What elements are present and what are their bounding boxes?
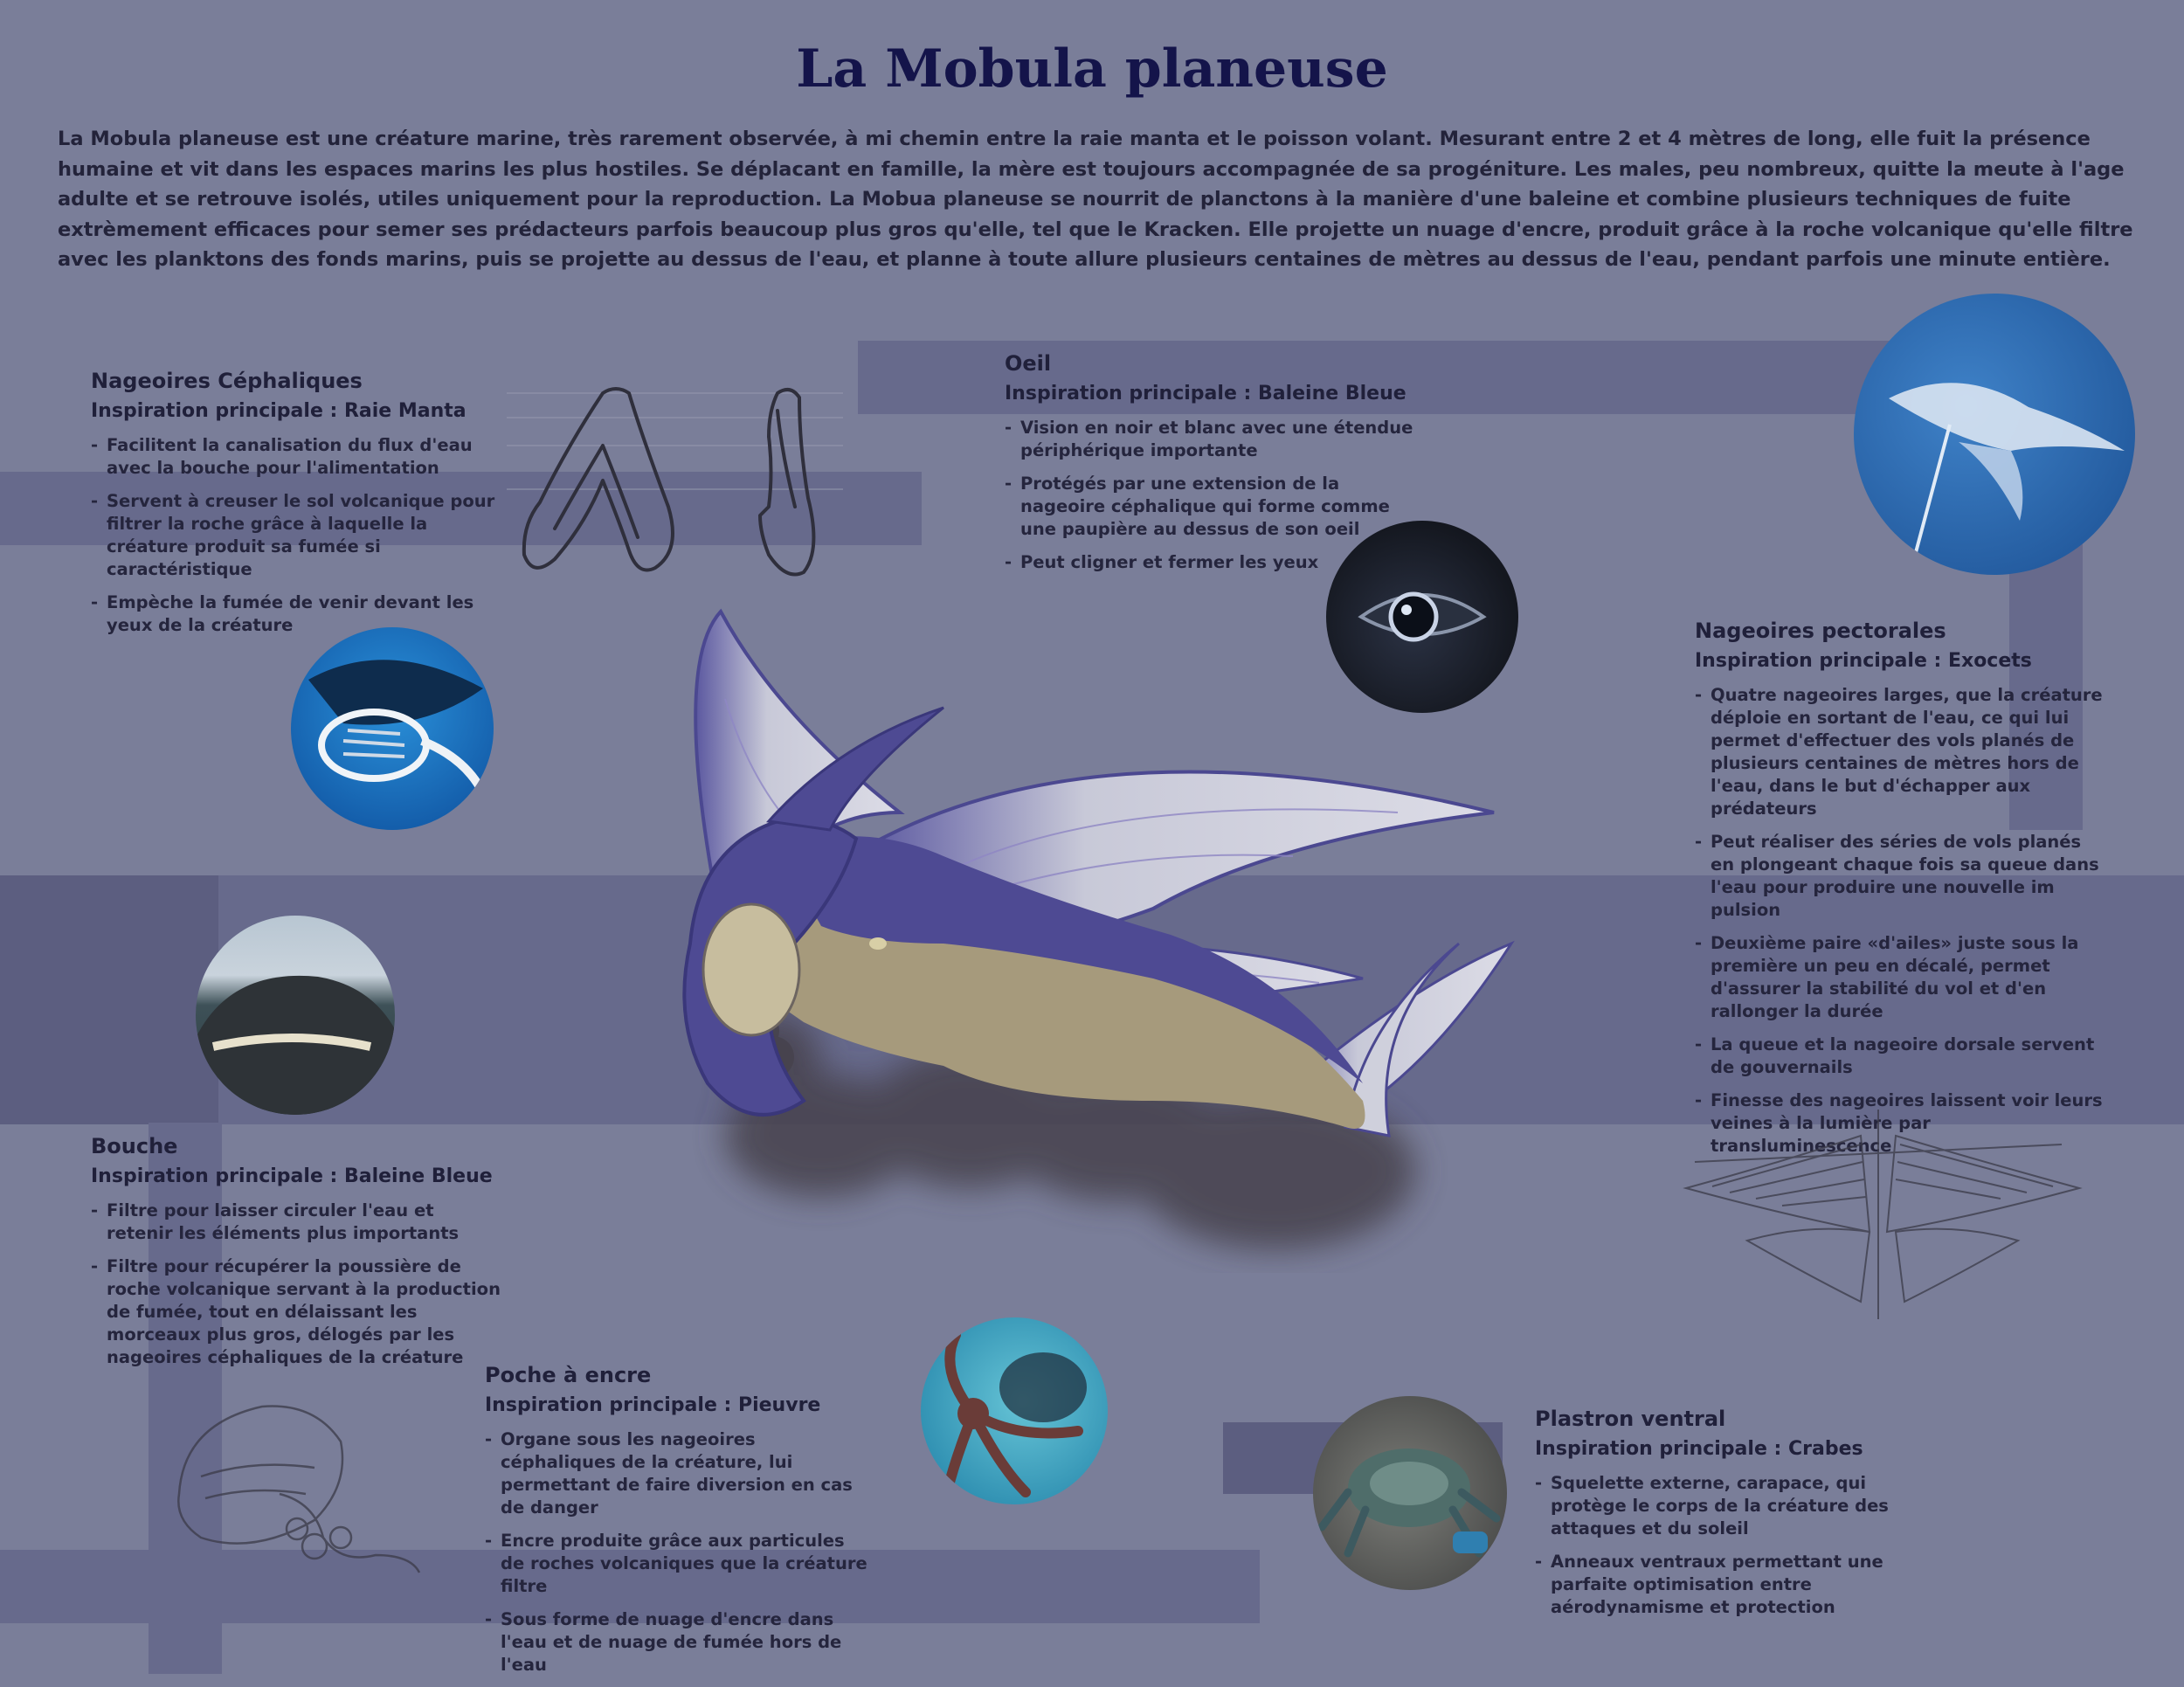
page-title: La Mobula planeuse bbox=[796, 38, 1388, 100]
list-item: - Peut réaliser des séries de vols planés en plongeant chaque fois sa queue dans l'eau pour produire une nouvelle im pulsion bbox=[1695, 831, 2105, 922]
list-item: - Filtre pour récupérer la poussière de roche volcanique servant à la production de fumée, tout en délaissant les morceaux plus gros, délogés par les nageoires céphaliques de la créature bbox=[91, 1255, 501, 1369]
list-item: - Organe sous les nageoires céphaliques de la créature, lui permettant de faire diversion en cas de danger bbox=[485, 1428, 869, 1519]
section-title: Nageoires Céphaliques bbox=[91, 369, 363, 393]
section-cephalic-fins bbox=[91, 369, 501, 647]
section-title: Oeil bbox=[1005, 351, 1052, 376]
list-item: - Finesse des nageoires laissent voir leurs veines à la lumière par transluminescence bbox=[1695, 1089, 2105, 1158]
list-item: - Servent à creuser le sol volcanique pour filtrer la roche grâce à laquelle la créature produit sa fumée si caractéristique bbox=[91, 490, 501, 581]
section-inspiration: Inspiration principale : Raie Manta bbox=[91, 400, 467, 422]
band-middle-left bbox=[0, 875, 218, 1124]
list-item: - Protégés par une extension de la nageoire céphalique qui forme comme une paupière au dessus de son oeil bbox=[1005, 473, 1415, 541]
list-item: - Encre produite grâce aux particules de roches volcaniques que la créature filtre bbox=[485, 1530, 869, 1598]
section-mouth bbox=[91, 1134, 501, 1379]
section-inspiration: Inspiration principale : Baleine Bleue bbox=[91, 1165, 493, 1187]
section-title: Poche à encre bbox=[485, 1363, 652, 1387]
list-item: - Sous forme de nuage d'encre dans l'eau et de nuage de fumée hors de l'eau bbox=[485, 1608, 869, 1677]
octopus-photo bbox=[921, 1317, 1108, 1504]
section-title: Bouche bbox=[91, 1134, 178, 1158]
section-title: Plastron ventral bbox=[1535, 1407, 1726, 1431]
list-item: - La queue et la nageoire dorsale servent de gouvernails bbox=[1695, 1034, 2105, 1079]
section-inspiration: Inspiration principale : Baleine Bleue bbox=[1005, 383, 1406, 404]
section-ink-pouch bbox=[485, 1363, 869, 1687]
list-item: - Vision en noir et blanc avec une étendue périphérique importante bbox=[1005, 417, 1415, 462]
cephalic-fin-sketch bbox=[507, 376, 856, 585]
section-title: Nageoires pectorales bbox=[1695, 619, 1946, 643]
list-item: - Quatre nageoires larges, que la créature déploie en sortant de l'eau, ce qui lui permet d'effectuer des vols planés de plusieurs centaines de mètres hors de l'eau, dans le but d'échapper aux prédateurs bbox=[1695, 684, 2105, 820]
list-item: - Anneaux ventraux permettant une parfaite optimisation entre aérodynamisme et protection bbox=[1535, 1551, 1946, 1619]
crab-photo bbox=[1313, 1396, 1507, 1590]
pectoral-fin-sketch bbox=[1677, 1110, 2088, 1319]
section-inspiration: Inspiration principale : Exocets bbox=[1695, 650, 2032, 672]
section-pectoral-fins bbox=[1695, 619, 2105, 1168]
mouth-sketch bbox=[166, 1389, 428, 1581]
list-item: - Empèche la fumée de venir devant les yeux de la créature bbox=[91, 591, 501, 637]
section-ventral-plastron bbox=[1535, 1407, 1946, 1629]
list-item: - Facilitent la canalisation du flux d'eau avec la bouche pour l'alimentation bbox=[91, 434, 501, 480]
manta-ray-photo bbox=[291, 627, 494, 830]
list-item: - Deuxième paire «d'ailes» juste sous la première un peu en décalé, permet d'assurer la stabilité du vol et d'en rallonger la durée bbox=[1695, 932, 2105, 1023]
list-item: - Squelette externe, carapace, qui protège le corps de la créature des attaques et du soleil bbox=[1535, 1472, 1946, 1540]
flying-fish-photo bbox=[1854, 294, 2135, 575]
section-inspiration: Inspiration principale : Pieuvre bbox=[485, 1394, 821, 1416]
whale-mouth-photo bbox=[196, 916, 395, 1115]
section-inspiration: Inspiration principale : Crabes bbox=[1535, 1438, 1863, 1460]
list-item: - Peut cligner et fermer les yeux bbox=[1005, 551, 1415, 574]
intro-paragraph: La Mobula planeuse est une créature marine, très rarement observée, à mi chemin entre la raie manta et le poisson volant. Mesurant entre 2 et 4 mètres de long, elle fuit la présence humaine et vit dans les espaces marins les plus hostiles. Se déplacant en famille, la mère est toujours accompagnée de sa progéniture. Les males, peu nombreux, quitte la meute à l'age adulte et se retrouve isolés, utiles uniquement pour la reproduction. La Mobua planeuse se nourrit de planctons à la manière d'une baleine et combine plusieurs techniques de fuite extrèmement efficaces pour semer ses prédacteurs parfois beaucoup plus gros qu'elle, tel que le Kracken. Elle projette un nuage d'encre, produit grâce à la roche volcanique qu'elle filtre avec les planktons des fonds marins, puis se projette au dessus de l'eau, et planne à toute allure plusieurs centaines de mètres au dessus de l'eau, pendant parfois une minute entière. bbox=[58, 128, 2133, 271]
whale-eye-photo bbox=[1326, 521, 1518, 713]
list-item: - Filtre pour laisser circuler l'eau et retenir les éléments plus importants bbox=[91, 1200, 501, 1245]
